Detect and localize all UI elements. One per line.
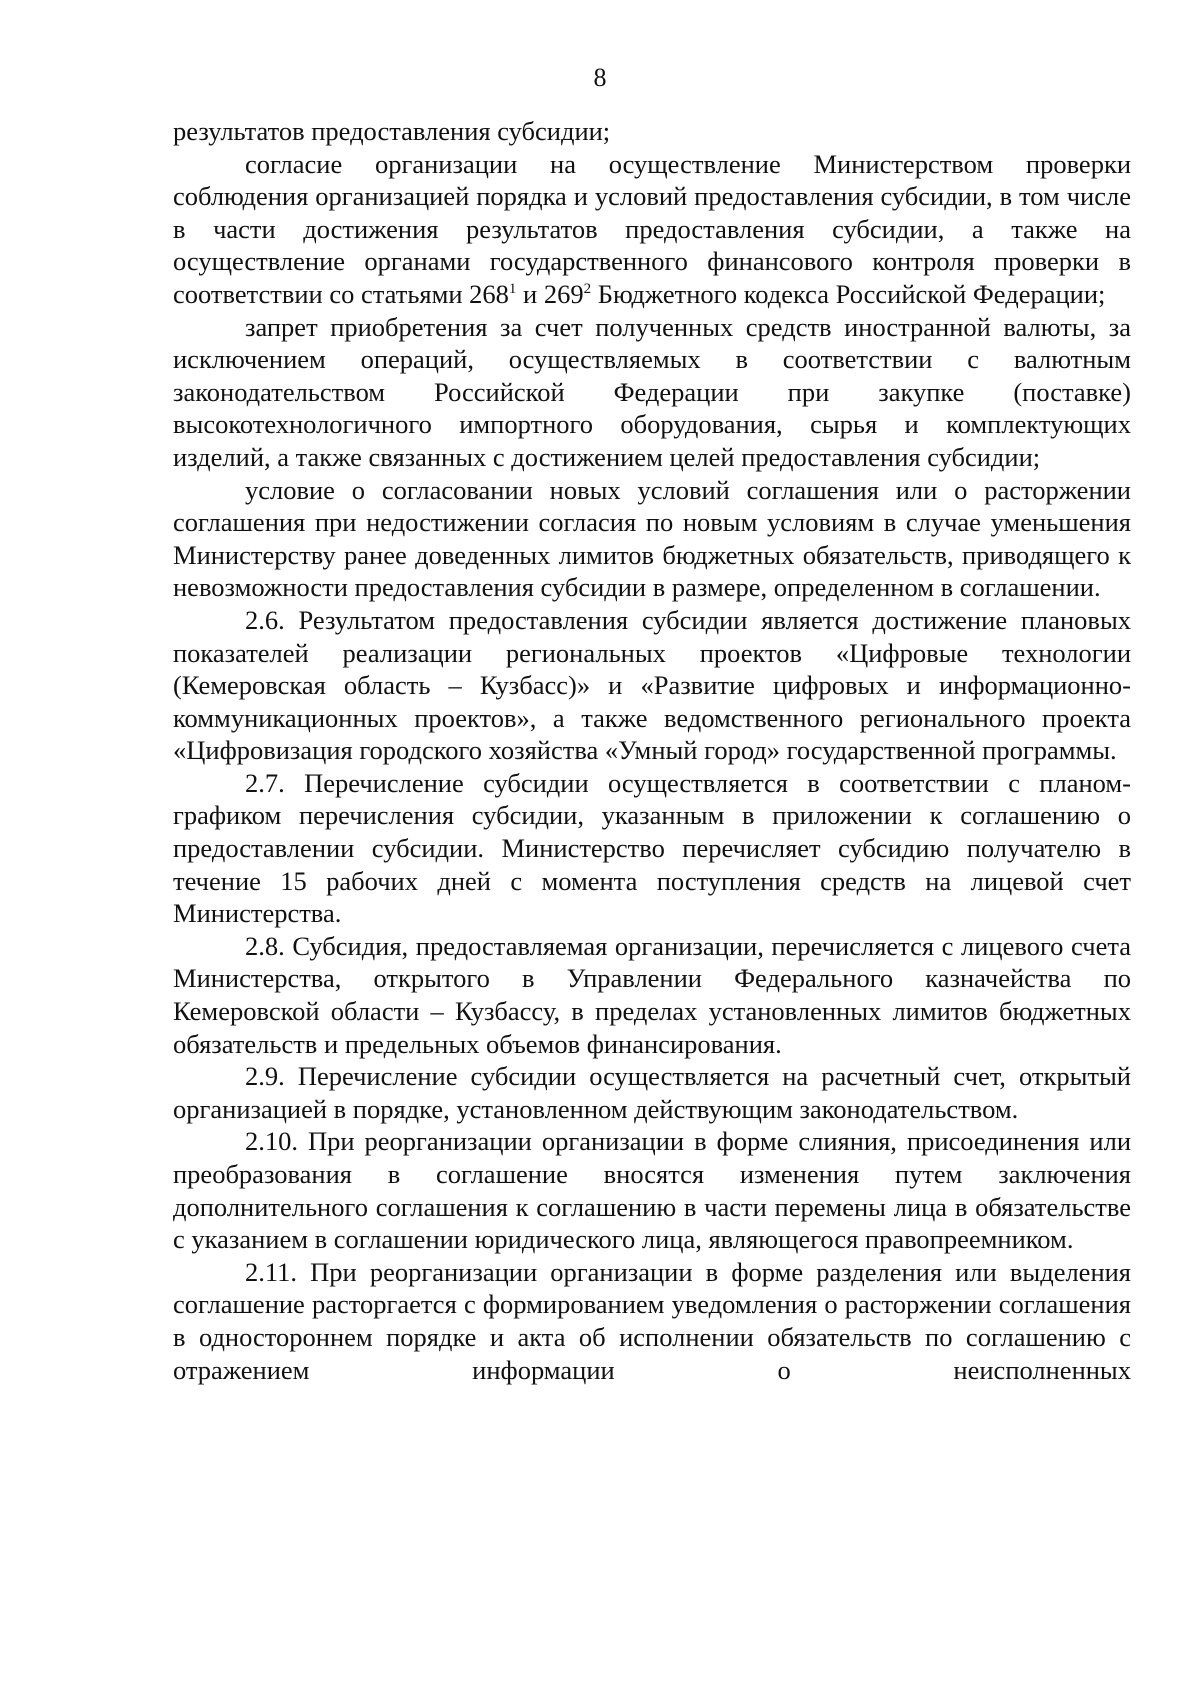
budget-code-reference: Бюджетного кодекса Российской Федерации;: [597, 278, 1106, 309]
paragraph-currency-ban: запрет приобретения за счет полученных средств иностранной валюты, за исключением операций, осуществляемых в соответствии с валютным законодательством Российской Федерации при закупке (поставке) высокотехнологичного импортного оборудования, сырья и комплектующих изделий, а также связанных с достижением целей предоставления субсидии;: [173, 311, 1131, 472]
paragraph-new-conditions: условие о согласовании новых условий соглашения или о расторжении соглашения при недостижении согласия по новым условиям в случае уменьшения Министерству ранее доведенных лимитов бюджетных обязательств, приводящего к невозможности предоставления субсидии в размере, определенном в соглашении.: [173, 474, 1131, 603]
paragraph-2-9: 2.9. Перечисление субсидии осуществляется на расчетный счет, открытый организацией в порядке, установленном действующим законодательством.: [173, 1061, 1131, 1124]
article-269-superscript: 2: [583, 281, 592, 298]
paragraph-2-11: 2.11. При реорганизации организации в форме разделения или выделения соглашение расторгается с формированием уведомления о расторжении соглашения в одностороннем порядке и акта об исполнении обязательств по соглашению с отражением информации о неисполненных: [173, 1256, 1131, 1385]
paragraph-2-6: 2.6. Результатом предоставления субсидии является достижение плановых показателей реализации региональных проектов «Цифровые технологии (Кемеровская область – Кузбасс)» и «Развитие цифровых и информационно-коммуникационных проектов», а также ведомственного регионального проекта «Цифровизация городского хозяйства «Умный город» государственной программы.: [173, 604, 1131, 766]
document-body: [173, 115, 1131, 1386]
article-268: 268: [469, 278, 509, 309]
paragraph-2-8: 2.8. Субсидия, предоставляемая организации, перечисляется с лицевого счета Министерства, открытого в Управлении Федерального казначейства по Кемеровской области – Кузбассу, в пределах установленных лимитов бюджетных обязательств и предельных объемов финансирования.: [173, 930, 1131, 1059]
page-number: 8: [593, 63, 607, 92]
paragraph-audit-consent: [173, 148, 1131, 311]
paragraph-2-7: 2.7. Перечисление субсидии осуществляется в соответствии с планом-графиком перечисления субсидии, указанным в приложении к соглашению о предоставлении субсидии. Министерство перечисляет субсидию получателю в течение 15 рабочих дней с момента поступления средств на лицевой счет Министерства.: [173, 767, 1131, 929]
conjunction-and: и: [523, 278, 538, 309]
article-269: 269: [543, 278, 584, 309]
paragraph-results-continuation: результатов предоставления субсидии;: [173, 116, 611, 146]
audit-consent-text: согласие организации на осуществление Министерством проверки соблюдения организацией порядка и условий предоставления субсидии, в том числе в части достижения результатов предоставления субсидии, а также на осуществление органами государственного финансового контроля проверки в соответствии со статьями: [173, 148, 1131, 309]
article-268-superscript: 1: [508, 281, 517, 298]
paragraph-2-10: 2.10. При реорганизации организации в форме слияния, присоединения или преобразования в соглашение вносятся изменения путем заключения дополнительного соглашения к соглашению в части перемены лица в обязательстве с указанием в соглашении юридического лица, являющегося правопреемником.: [173, 1126, 1131, 1255]
